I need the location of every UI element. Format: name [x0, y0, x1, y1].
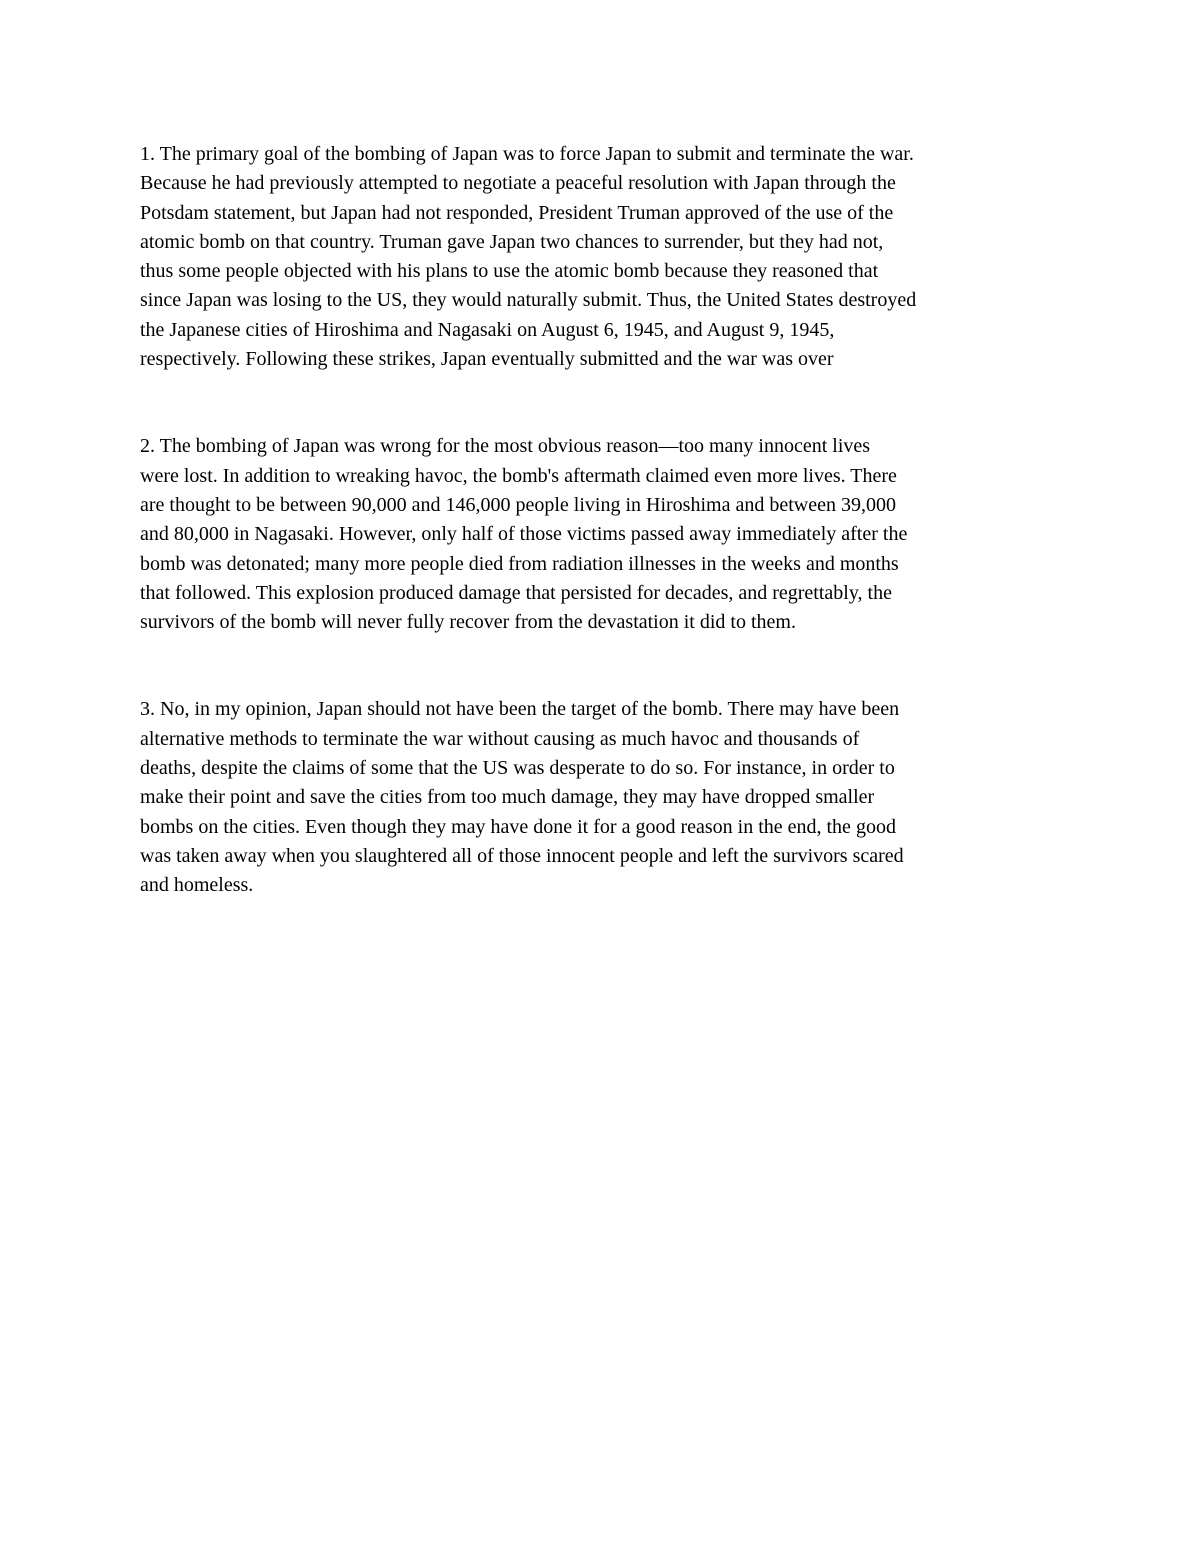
answer-paragraph-2	[140, 432, 1070, 637]
text-line: thus some people objected with his plans to use the atomic bomb because they reasoned that	[140, 260, 879, 283]
text-line: 2. The bombing of Japan was wrong for the most obvious reason—too many innocent lives	[140, 435, 871, 458]
text-line: make their point and save the cities from too much damage, they may have dropped smaller	[140, 786, 875, 809]
text-line: 1. The primary goal of the bombing of Japan was to force Japan to submit and terminate the war.	[140, 143, 914, 165]
text-line: that followed. This explosion produced damage that persisted for decades, and regrettably, the	[140, 581, 892, 604]
text-line: Potsdam statement, but Japan had not responded, President Truman approved of the use of the	[140, 201, 894, 224]
text-line: respectively. Following these strikes, Japan eventually submitted and the war was over	[140, 348, 834, 371]
text-line: the Japanese cities of Hiroshima and Nagasaki on August 6, 1945, and August 9, 1945,	[140, 318, 835, 341]
text-line: Because he had previously attempted to negotiate a peaceful resolution with Japan through the	[140, 172, 896, 195]
text-line: alternative methods to terminate the war without causing as much havoc and thousands of	[140, 727, 860, 750]
text-line: deaths, despite the claims of some that the US was desperate to do so. For instance, in order to	[140, 757, 895, 780]
answer-paragraph-1	[140, 140, 1070, 374]
text-line: was taken away when you slaughtered all of those innocent people and left the survivors scared	[140, 844, 904, 867]
text-line: atomic bomb on that country. Truman gave Japan two chances to surrender, but they had not,	[140, 230, 884, 253]
answer-paragraph-3	[140, 695, 1070, 900]
text-line: and 80,000 in Nagasaki. However, only half of those victims passed away immediately after the	[140, 523, 908, 546]
text-line: are thought to be between 90,000 and 146,000 people living in Hiroshima and between 39,000	[140, 493, 896, 516]
text-line: bomb was detonated; many more people died from radiation illnesses in the weeks and months	[140, 552, 899, 575]
document-body	[140, 140, 1070, 959]
text-line: were lost. In addition to wreaking havoc, the bomb's aftermath claimed even more lives. There	[140, 464, 897, 487]
text-line: and homeless.	[140, 874, 254, 897]
text-line: 3. No, in my opinion, Japan should not have been the target of the bomb. There may have been	[140, 698, 900, 721]
text-line: bombs on the cities. Even though they may have done it for a good reason in the end, the good	[140, 815, 896, 838]
text-line: survivors of the bomb will never fully recover from the devastation it did to them.	[140, 611, 796, 634]
text-line: since Japan was losing to the US, they would naturally submit. Thus, the United States destroyed	[140, 289, 917, 312]
